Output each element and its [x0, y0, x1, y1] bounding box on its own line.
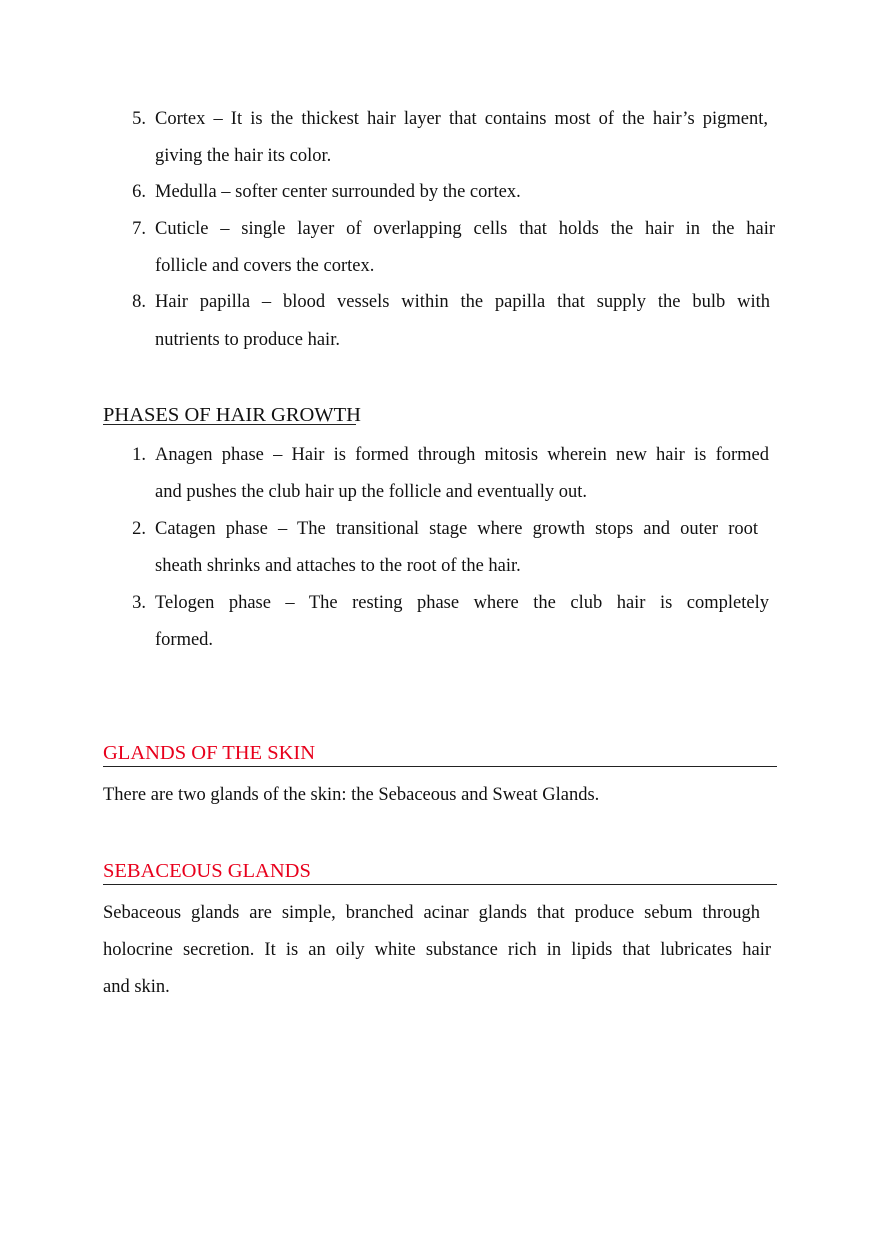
- list-number: 1.: [132, 445, 146, 465]
- list-text: follicle and covers the cortex.: [155, 256, 375, 276]
- list-text: formed.: [155, 630, 214, 650]
- list-text: Cuticle – single layer of overlapping cells that holds the hair in the hair: [155, 219, 775, 239]
- list-number: 2.: [132, 519, 146, 539]
- section-heading-phases: PHASES OF HAIR GROWTH: [103, 404, 361, 426]
- list-text: nutrients to produce hair.: [155, 330, 340, 350]
- section-heading-sebaceous: SEBACEOUS GLANDS: [103, 860, 311, 882]
- list-number: 3.: [132, 593, 146, 613]
- list-text: giving the hair its color.: [155, 146, 332, 166]
- list-text: Telogen phase – The resting phase where the club hair is completely: [155, 593, 769, 613]
- section-heading-glands: GLANDS OF THE SKIN: [103, 742, 316, 764]
- list-text: Hair papilla – blood vessels within the papilla that supply the bulb with: [155, 292, 770, 312]
- heading-rule: [103, 766, 777, 767]
- heading-underline: [103, 424, 356, 425]
- list-text: Medulla – softer center surrounded by the cortex.: [155, 182, 521, 202]
- paragraph-line: holocrine secretion. It is an oily white substance rich in lipids that lubricates hair: [103, 940, 771, 960]
- paragraph-line: Sebaceous glands are simple, branched acinar glands that produce sebum through: [103, 903, 760, 923]
- list-text: Anagen phase – Hair is formed through mitosis wherein new hair is formed: [155, 445, 769, 465]
- list-text: Catagen phase – The transitional stage where growth stops and outer root: [155, 519, 758, 539]
- list-number: 6.: [132, 182, 146, 202]
- list-text: Cortex – It is the thickest hair layer that contains most of the hair’s pigment,: [155, 109, 768, 129]
- heading-rule: [103, 884, 777, 885]
- paragraph: There are two glands of the skin: the Sebaceous and Sweat Glands.: [103, 785, 600, 805]
- list-number: 8.: [132, 292, 146, 312]
- paragraph-line: and skin.: [103, 977, 170, 997]
- list-text: and pushes the club hair up the follicle and eventually out.: [155, 482, 588, 502]
- list-text: sheath shrinks and attaches to the root of the hair.: [155, 556, 521, 576]
- list-number: 5.: [132, 109, 146, 129]
- list-number: 7.: [132, 219, 146, 239]
